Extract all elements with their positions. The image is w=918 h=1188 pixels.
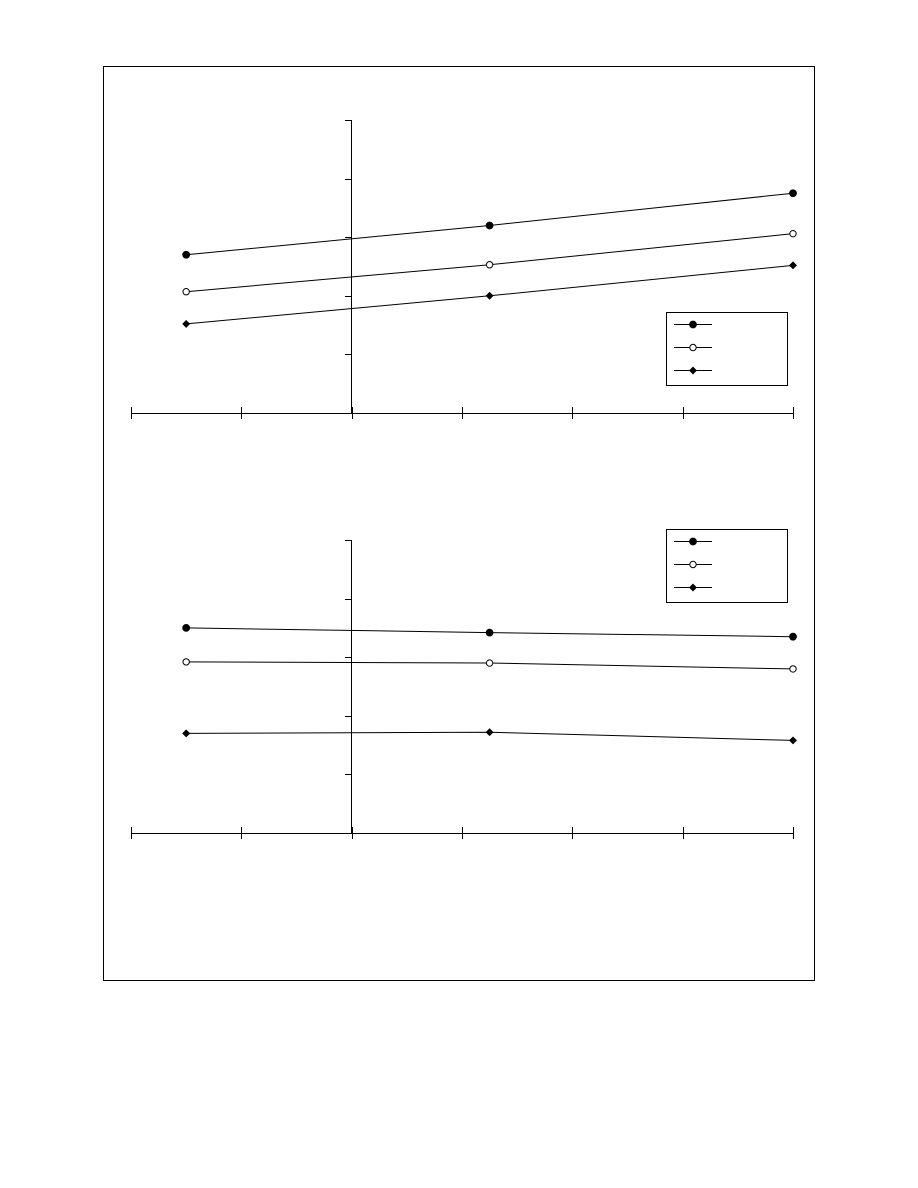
- series-2-point: [183, 659, 189, 665]
- legend: [667, 313, 788, 386]
- series-2-point: [790, 666, 796, 672]
- series-1-point: [790, 190, 797, 197]
- chart-bottom: [131, 530, 796, 840]
- legend-box: [667, 313, 788, 386]
- series-2-point: [486, 660, 492, 666]
- series-1-point: [790, 633, 797, 640]
- legend-box: [667, 530, 788, 603]
- series-1-point: [486, 629, 493, 636]
- series-1-point: [183, 625, 190, 632]
- legend: [667, 530, 788, 603]
- series-1-point: [486, 222, 493, 229]
- legend-marker-2: [690, 561, 696, 567]
- legend-marker-1: [690, 538, 697, 545]
- series-2-point: [183, 288, 189, 294]
- series-3-point: [790, 737, 797, 744]
- legend-marker-2: [690, 344, 696, 350]
- series-1-point: [183, 251, 190, 258]
- series-2-point: [486, 262, 492, 268]
- series-3-point: [183, 730, 190, 737]
- figure-frame: [104, 67, 815, 981]
- series-3-point: [183, 321, 190, 328]
- legend-marker-1: [690, 321, 697, 328]
- series-3-point: [486, 729, 493, 736]
- chart-top: [131, 120, 796, 419]
- series-3-point: [790, 262, 797, 269]
- series-2-point: [790, 230, 796, 236]
- series-3-point: [486, 292, 493, 299]
